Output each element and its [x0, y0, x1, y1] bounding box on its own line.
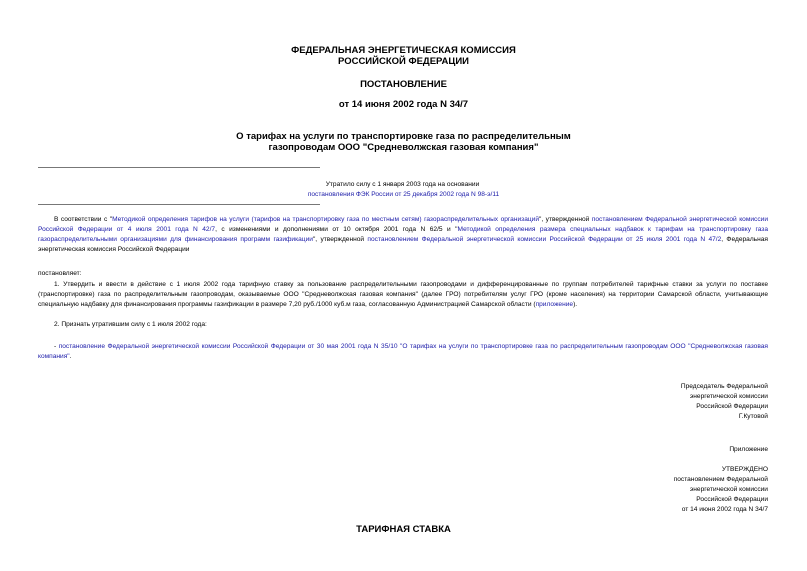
- signature-name: Г.Кутовой: [738, 413, 768, 420]
- intro-text-1: В соответствии с ": [54, 216, 113, 223]
- item-1-text: 1. Утвердить и ввести в действие с 1 июля 2002 года тарифную ставку за пользование распределительными газопроводами и дифференцированные по группам потребителей тарифные ставки за услуги по поставке (транспортировке) газа по распределительным газопроводам, оказываемые ООО "Средневолжская газовая компания" (далее ГРО) потребителям услуг ГРО (кроме населения) на территории Самарской области, учитывающие специальную надбавку для финансирования программы газификации в размере 7,20 руб./1000 куб.м газа, согласованную Администрацией Самарской области (: [38, 281, 768, 308]
- doc-title-line-2: газопроводам ООО "Средневолжская газовая компания": [268, 142, 539, 153]
- surcharge-methodology-link[interactable]: Методикой определения размера специальных надбавок к тарифам на транспортировку газа газораспределительными организациями для финансирования программ газификации: [38, 226, 768, 243]
- item-2: 2. Признать утратившим силу с 1 июля 2002 года:: [54, 321, 207, 328]
- repealed-decree-link[interactable]: постановление Федеральной энергетической комиссии Российской Федерации от 30 мая 2001 года N 35/10 "О тарифах на услуги по транспортировке газа по распределительным газопроводам ООО "Средневолжская газовая компания": [38, 343, 768, 360]
- approval-line-1: постановлением Федеральной: [673, 476, 768, 483]
- doc-type: ПОСТАНОВЛЕНИЕ: [360, 79, 447, 90]
- approval-block: [608, 465, 768, 515]
- status-text: Утратило силу с 1 января 2003 года на основании: [325, 181, 480, 188]
- doc-title: [0, 131, 807, 153]
- status-link-wrap: [0, 191, 807, 199]
- signature-line-3: Российской Федерации: [696, 403, 768, 410]
- signature-line-1: Председатель Федеральной: [680, 383, 768, 390]
- item-1-tail: ).: [573, 301, 578, 308]
- status-link[interactable]: постановления ФЭК России от 25 декабря 2002 года N 98-э/11: [307, 191, 500, 198]
- org-line-1: ФЕДЕРАЛЬНАЯ ЭНЕРГЕТИЧЕСКАЯ КОМИССИЯ: [291, 45, 516, 56]
- intro-text-2: ", утвержденной: [539, 216, 592, 223]
- doc-title-line-1: О тарифах на услуги по транспортировке газа по распределительным: [236, 131, 571, 142]
- approval-line-2: энергетической комиссии: [689, 486, 768, 493]
- appendix-label: Приложение: [729, 446, 768, 453]
- decree-47-2-link[interactable]: постановлением Федеральной энергетической комиссии Российской Федерации от 25 июля 2001 года N 47/2: [367, 236, 722, 243]
- methodology-link[interactable]: Методикой определения тарифов на услуги (тарифов на транспортировку газа по местным сетям) газораспределительных организаций: [112, 216, 540, 223]
- item-3-tail: .: [69, 353, 72, 360]
- signature-line-2: энергетической комиссии: [689, 393, 768, 400]
- approval-date: от 14 июня 2002 года N 34/7: [681, 506, 768, 513]
- item-3-dash: -: [54, 343, 59, 350]
- tariff-title: ТАРИФНАЯ СТАВКА: [356, 524, 451, 535]
- intro-text-4: ", утвержденной: [312, 236, 368, 243]
- item-1: [38, 280, 768, 310]
- approval-line-3: Российской Федерации: [696, 496, 768, 503]
- item-3: [38, 342, 768, 362]
- appendix-link[interactable]: приложение: [535, 301, 574, 308]
- signature-block: [608, 382, 768, 422]
- org-name: [0, 45, 807, 67]
- org-line-2: РОССИЙСКОЙ ФЕДЕРАЦИИ: [337, 56, 469, 67]
- intro-text-3: , с изменениями и дополнениями от 10 октября 2001 года N 62/5 и ": [215, 226, 458, 233]
- divider-top: [38, 167, 320, 168]
- intro-text-5: , Федеральная энергетическая комиссия Российской Федерации: [38, 236, 768, 253]
- resolves-text: постановляет:: [38, 270, 82, 277]
- divider-bottom: [38, 204, 320, 205]
- intro-paragraph: [38, 215, 768, 255]
- doc-date: от 14 июня 2002 года N 34/7: [338, 99, 469, 110]
- approved-label: УТВЕРЖДЕНО: [721, 466, 768, 473]
- decree-42-7-link[interactable]: постановлением Федеральной энергетической комиссии Российской Федерации от 4 июля 2001 года N 42/7: [38, 216, 769, 233]
